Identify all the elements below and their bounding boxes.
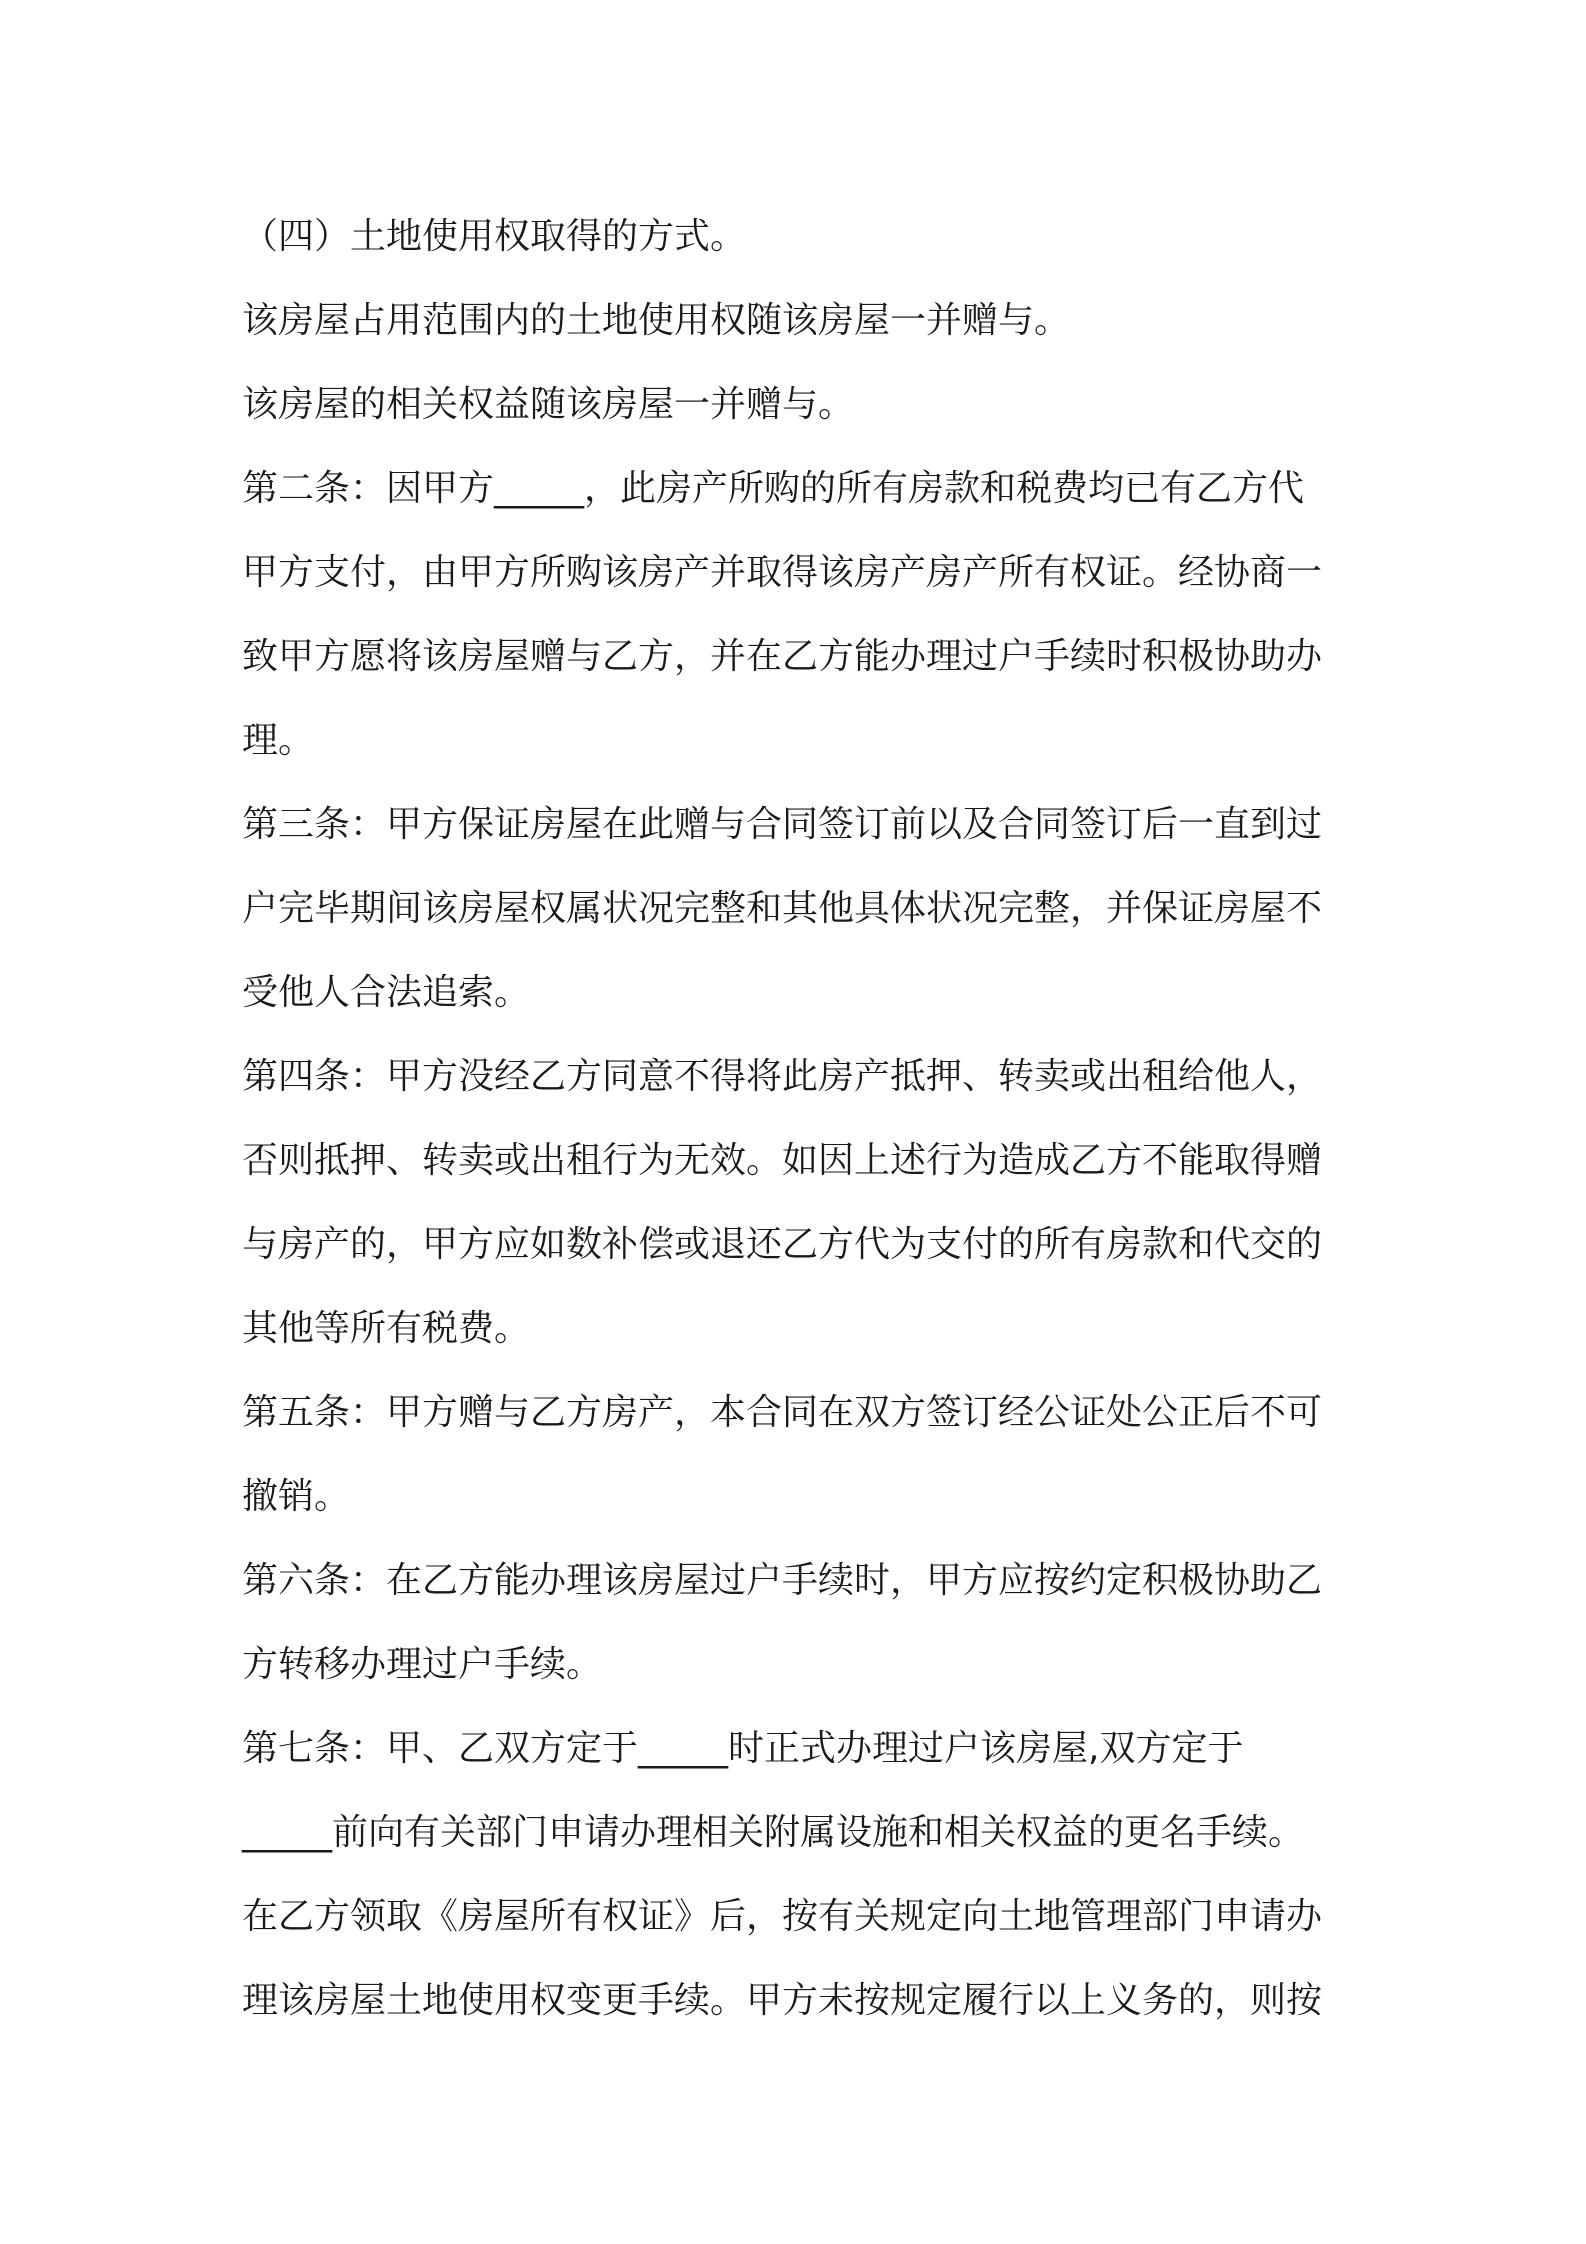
- text-line: 在乙方领取《房屋所有权证》后，按有关规定向土地管理部门申请办: [242, 1896, 1323, 1937]
- document-body: [242, 195, 1352, 2043]
- text-line: 第二条：因甲方_____，此房产所购的所有房款和税费均已有乙方代: [242, 468, 1305, 509]
- text-line: 甲方支付，由甲方所购该房产并取得该房产房产所有权证。经协商一: [242, 552, 1323, 593]
- text-line: 第三条：甲方保证房屋在此赠与合同签订前以及合同签订后一直到过: [242, 804, 1323, 845]
- text-line: 致甲方愿将该房屋赠与乙方，并在乙方能办理过户手续时积极协助办: [242, 636, 1323, 677]
- text-line: 受他人合法追索。: [242, 972, 531, 1013]
- text-line: 与房产的，甲方应如数补偿或退还乙方代为支付的所有房款和代交的: [242, 1224, 1323, 1265]
- text-line: 第五条：甲方赠与乙方房产，本合同在双方签订经公证处公正后不可: [242, 1392, 1323, 1433]
- text-line: 其他等所有税费。: [242, 1308, 531, 1349]
- text-line: 该房屋的相关权益随该房屋一并赠与。: [242, 384, 855, 425]
- text-line: 理该房屋土地使用权变更手续。甲方未按规定履行以上义务的，则按: [242, 1980, 1323, 2021]
- text-line: 方转移办理过户手续。: [242, 1644, 603, 1685]
- text-line: 第四条：甲方没经乙方同意不得将此房产抵押、转卖或出租给他人，: [242, 1056, 1323, 1097]
- text-line: （四）土地使用权取得的方式。: [242, 216, 747, 257]
- text-line: 否则抵押、转卖或出租行为无效。如因上述行为造成乙方不能取得赠: [242, 1140, 1323, 1181]
- text-line: 第六条：在乙方能办理该房屋过户手续时，甲方应按约定积极协助乙: [242, 1560, 1323, 1601]
- text-line: 第七条：甲、乙双方定于_____时正式办理过户该房屋,双方定于: [242, 1728, 1244, 1769]
- text-line: 撤销。: [242, 1476, 351, 1517]
- text-line: _____前向有关部门申请办理相关附属设施和相关权益的更名手续。: [242, 1812, 1305, 1853]
- text-line: 理。: [242, 720, 315, 761]
- text-line: 户完毕期间该房屋权属状况完整和其他具体状况完整，并保证房屋不: [242, 888, 1323, 929]
- text-line: 该房屋占用范围内的土地使用权随该房屋一并赠与。: [242, 300, 1071, 341]
